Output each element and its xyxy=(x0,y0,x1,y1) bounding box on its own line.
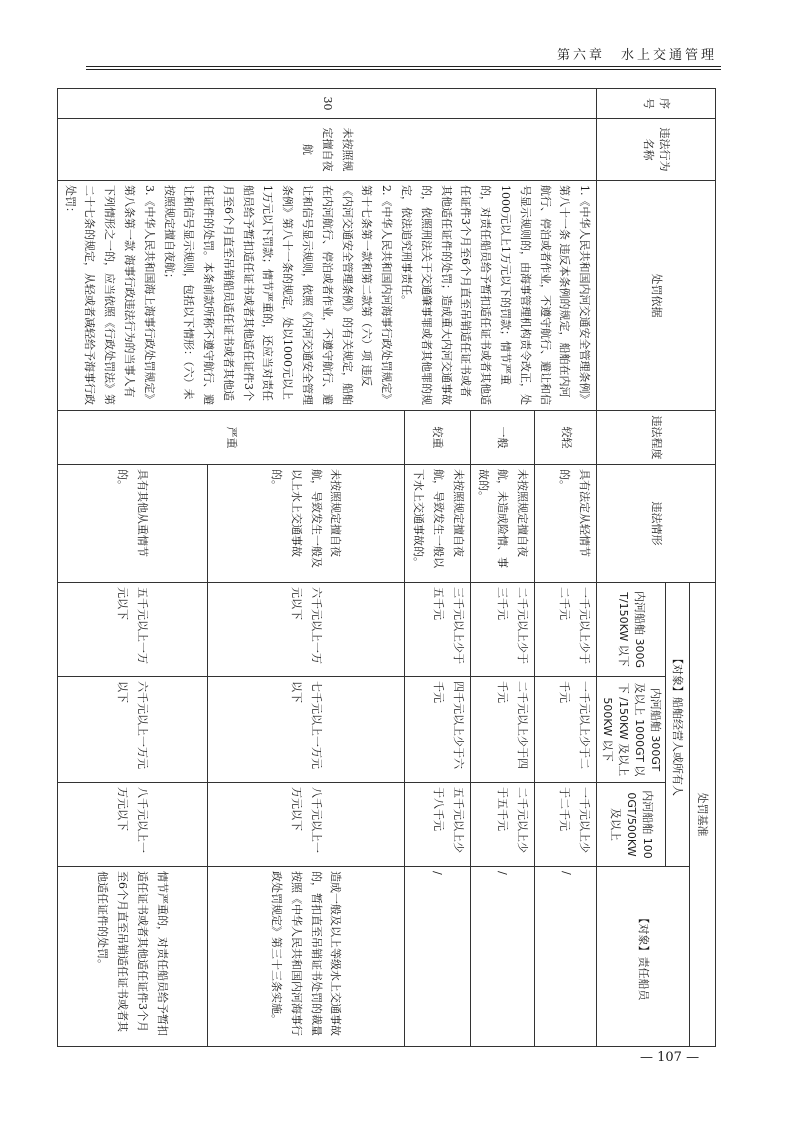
header-owner-a: 内河船舶 300GT/150KW 以下 xyxy=(597,583,666,677)
owner-c-cell: 八千元以上一万元以下 xyxy=(57,783,207,867)
circumstance-cell: 未按照规定擅自夜航，导致发生一般及以上水上交通事故的。 xyxy=(207,465,404,583)
basis-item: 3.《中华人民共和国海上海事行政处罚规定》第八条第一款 海事行政违法行为的当事人有下列情形之一的，应当依照《行政处罚法》第二十七条的规定，从轻或者减轻给予海事行政处罚： xyxy=(63,185,156,405)
owner-a-cell: 一千元以上少于二千元 xyxy=(535,583,597,677)
owner-b-cell: 七千元以上一万元以下 xyxy=(207,677,404,783)
circumstance-cell: 未按照规定擅自夜航，未造成险情、事故的。 xyxy=(470,465,534,583)
header-basis: 处罚依据 xyxy=(597,181,716,411)
header-rule xyxy=(86,66,721,67)
violation-name-cell: 未按照规定擅自夜航 xyxy=(57,119,597,181)
owner-c-cell: 二千元以上少于五千元 xyxy=(470,783,534,867)
circumstance-cell: 具有其他从重情节的。 xyxy=(57,465,207,583)
degree-cell: 一般 xyxy=(470,411,534,465)
header-circumstance: 违法情形 xyxy=(597,465,716,583)
circumstance-cell: 未按照规定擅自夜航，导致发生一般以下水上交通事故的。 xyxy=(404,465,470,583)
table-row xyxy=(535,89,597,1047)
owner-a-cell: 二千元以上少于三千元 xyxy=(470,583,534,677)
degree-cell: 严重 xyxy=(57,411,404,465)
owner-c-cell: 一千元以上少于二千元 xyxy=(535,783,597,867)
header-degree: 违法程度 xyxy=(597,411,716,465)
basis-item: 1.《中华人民共和国内河交通安全管理条例》第八十一条 违反本条例的规定，船舶在内河航行、停泊或者作业，不遵守航行、避让和信号显示规则的，由海事管理机构责令改正，处1000元以上1万元以下的罚款；情节严重的，对责任船员给予暂扣适任证书或者其他适任证件3个月至6个月直至吊销适任证书或者其他适任证件的处罚；造成重大内河交通事故的，依照刑法关于交通肇事罪或者其他罪的规定，依法追究刑事责任。 xyxy=(400,185,592,405)
owner-b-cell: 二千元以上少于四千元 xyxy=(470,677,534,783)
page-number: — 107 — xyxy=(640,1050,700,1065)
crew-cell: / xyxy=(535,867,597,1047)
owner-c-cell: 五千元以上少于八千元 xyxy=(404,783,470,867)
penalty-table xyxy=(57,88,716,1047)
owner-b-cell: 四千元以上少于六千元 xyxy=(404,677,470,783)
owner-a-cell: 六千元以上一万元以下 xyxy=(207,583,404,677)
circumstance-cell: 具有法定从轻情节的。 xyxy=(535,465,597,583)
crew-cell: 情节严重的，对责任船员给予暂扣适任证书或者其他适任证件3个月至6个月直至吊销适任证书或者其他适任证件的处罚。 xyxy=(57,867,207,1047)
seq-cell: 30 xyxy=(57,89,597,119)
header-owner-c: 内河船舶 1000GT/500KW 及以上 xyxy=(597,783,666,867)
degree-cell: 较轻 xyxy=(535,411,597,465)
degree-cell: 较重 xyxy=(404,411,470,465)
header-row-1 xyxy=(690,89,716,1047)
rotated-table-container xyxy=(63,88,716,1046)
owner-a-cell: 三千元以上少于五千元 xyxy=(404,583,470,677)
owner-b-cell: 一千元以上少于二千元 xyxy=(535,677,597,783)
basis-cell xyxy=(57,181,597,411)
crew-cell: 造成一般及以上等级水上交通事故的，暂扣直至吊销证书处罚的裁量按照《中华人民共和国内河海事行政处罚规定》第三十三条实施。 xyxy=(207,867,404,1047)
crew-cell: / xyxy=(404,867,470,1047)
header-name: 违法行为名称 xyxy=(597,119,716,181)
header-owner: 【对象】船舶经营人或所有人 xyxy=(666,583,690,867)
crew-cell: / xyxy=(470,867,534,1047)
penalty-table-frame xyxy=(63,88,716,1046)
owner-b-cell: 六千元以上一万元以下 xyxy=(57,677,207,783)
header-rule-bottom xyxy=(86,69,721,70)
header-standard: 处罚基准 xyxy=(690,583,716,1047)
owner-a-cell: 五千元以上一万元以下 xyxy=(57,583,207,677)
header-crew: 【对象】责任船员 xyxy=(597,867,690,1047)
header-seq: 序号 xyxy=(597,89,716,119)
owner-c-cell: 八千元以上一万元以下 xyxy=(207,783,404,867)
header-owner-b: 内河船舶 300GT 及以上 1000GT 以下 /150KW 及以上 500KW 以下 xyxy=(597,677,666,783)
chapter-title: 第六章 水上交通管理 xyxy=(556,48,717,63)
basis-item: 2.《中华人民共和国内河海事行政处罚规定》第十七条第一款和第二款第（六）项 违反《内河交通安全管理条例》的有关规定，船舶在内河航行、停泊或者作业，不遵守航行、避让和信号显示规则，依照《内河交通安全管理条例》第八十一条的规定，处以1000元以上1万元以下罚款；情节严重的，还应当对责任船员给予暂扣适任证书或者其他适任证件3个月至6个月直至吊销船员适任证书或者其他适任证件的处罚。本条前款所称不遵守航行、避让和信号显示规则，包括以下情形：（六）未按照规定擅自夜航； xyxy=(162,185,394,405)
